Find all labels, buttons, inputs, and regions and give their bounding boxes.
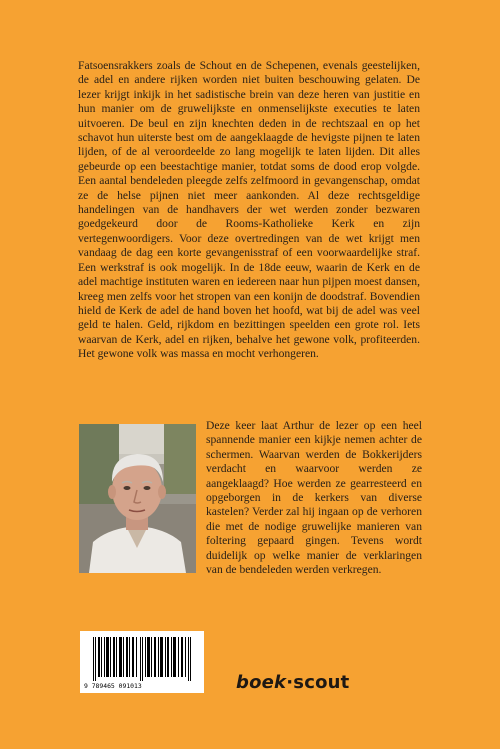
author-photo bbox=[79, 424, 196, 573]
barcode-bars bbox=[93, 637, 193, 681]
author-blurb: Deze keer laat Arthur de lezer op een heel spannende manier een kijkje nemen achter de schermen. Waarvan werden de Bokkerijders verdacht en waarvoor werden ze aangeklaagd? Hoe werden ze gearresteerd en opgeborgen in de kerkers van diverse kastelen? Verder zal hij ingaan op de verhoren die met de nodige gruwelijke manieren van foltering gepaard gingen. Tevens wordt duidelijk op welke manier de verklaringen van de bendeleden werden verkregen. bbox=[206, 419, 422, 577]
publisher-logo-dot: · bbox=[286, 672, 294, 693]
barcode-number: 9 789465 091013 bbox=[84, 682, 142, 690]
publisher-logo-part2: scout bbox=[293, 672, 350, 693]
publisher-logo-part1: boek bbox=[236, 672, 287, 693]
publisher-logo bbox=[236, 672, 349, 693]
isbn-barcode bbox=[80, 631, 204, 693]
back-cover-blurb: Fatsoensrakkers zoals de Schout en de Schepenen, evenals geestelijken, de adel en andere rijken worden niet buiten beschouwing gelaten. De lezer krijgt inkijk in het sadistische brein van deze heren van justitie en hun manier om de gruwelijkste en onmenselijkste executies te laten uitvoeren. De beul en zijn knechten deden in de rechtszaal en op het schavot hun uiterste best om de aangeklaagde de hevigste pijnen te laten lijden, of de al veroordeelde zo lang mogelijk te laten lijden. Dit alles gebeurde op een beestachtige manier, totdat soms de dood erop volgde. Een aantal bendeleden pleegde zelfs zelfmoord in gevangenschap, omdat ze de helse pijnen niet meer aankonden. Al deze rechtsgeldige handelingen van de handhavers der wet werden zonder bezwaren goedgekeurd door de Rooms-Katholieke Kerk en zijn vertegenwoordigers. Voor deze overtredingen van de wet krijgt men vandaag de dag een korte gevangenisstraf of een voorwaardelijke straf. Een werkstraf is ook mogelijk. In de 18de eeuw, waarin de Kerk en de adel machtige instituten waren en iedereen naar hun pijpen moest dansen, kreeg men zelfs voor het stropen van een konijn de doodstraf. Bovendien hield de Kerk de adel de hand boven het hoofd, wat bij de adel was veel geld te halen. Geld, rijkdom en bezittingen speelden een grote rol. Iets waarvan de Kerk, adel en rijken, behalve het gewone volk, profiteerden. Het gewone volk was massa en mocht verhongeren. bbox=[78, 59, 420, 361]
